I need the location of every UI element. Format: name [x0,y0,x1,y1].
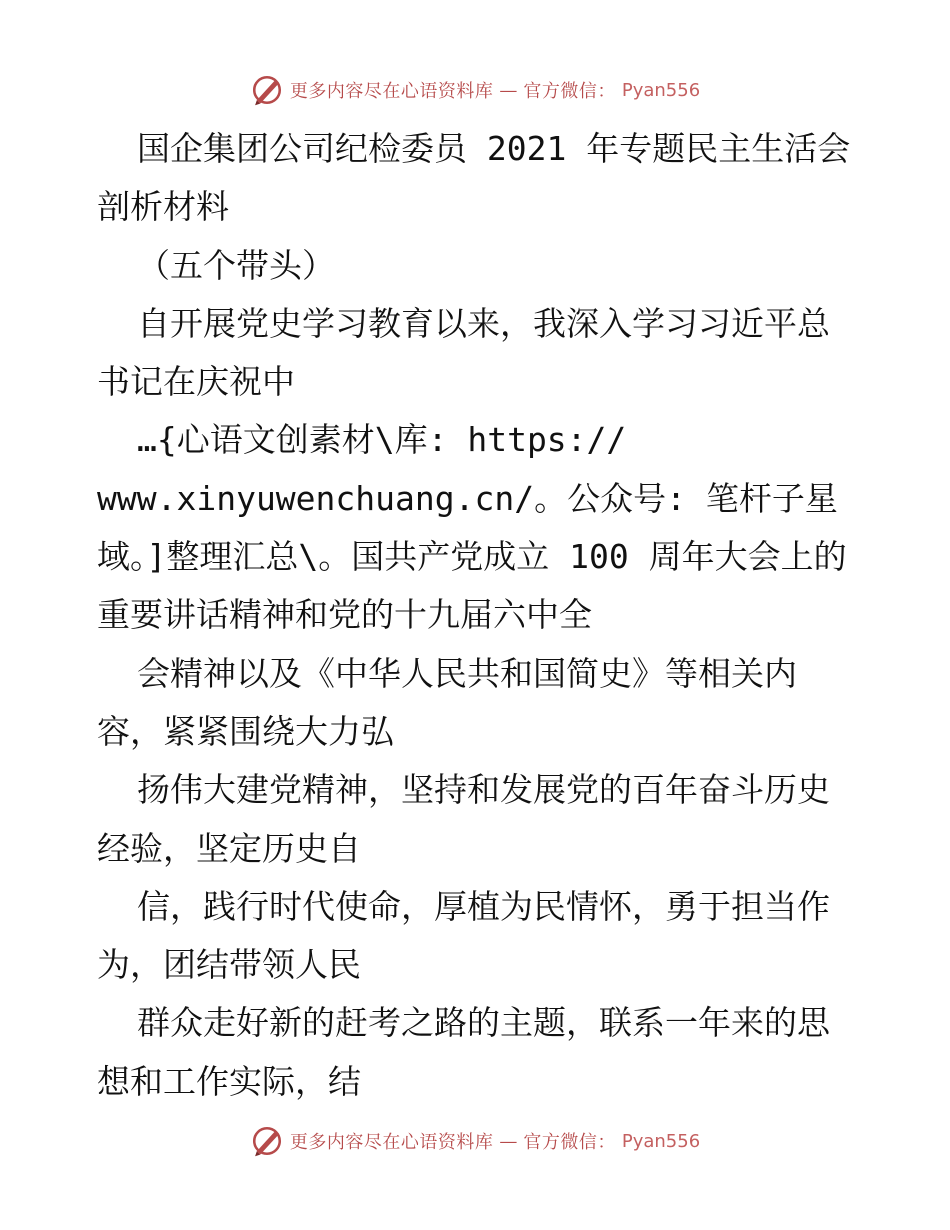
document-body [97,120,857,1111]
paragraph: 信，践行时代使命，厚植为民情怀，勇于担当作为，团结带领人民 [97,886,830,985]
paragraph: 扬伟大建党精神，坚持和发展党的百年奋斗历史经验，坚定历史自 [97,770,830,868]
pen-logo-icon [250,1124,284,1158]
watermark-separator: — [499,1130,518,1152]
watermark-text: 更多内容尽在心语资料库 [289,81,494,102]
document-subtitle: （五个带头） [137,245,335,285]
watermark-wechat-label: 官方微信： [523,1132,616,1153]
watermark-text: 更多内容尽在心语资料库 [289,1132,494,1153]
paragraph: 自开展党史学习教育以来，我深入学习习近平总书记在庆祝中 [97,303,830,402]
watermark-wechat-id: Pyan556 [621,1130,701,1152]
footer-watermark [0,1124,950,1158]
watermark-separator: — [499,79,518,101]
paragraph: …{心语文创素材\库: https:// [137,420,627,460]
paragraph: 会精神以及《中华人民共和国简史》等相关内容，紧紧围绕大力弘 [97,653,797,751]
paragraph: www.xinyuwenchuang.cn/。公众号: 笔杆子星域。]整理汇总\。国共产党成立 100 周年大会上的重要讲话精神和党的十九届六中全 [97,478,847,635]
pen-logo-icon [250,73,284,107]
header-watermark [0,73,950,107]
watermark-wechat-label: 官方微信： [523,81,616,102]
watermark-wechat-id: Pyan556 [621,79,701,101]
document-title: 国企集团公司纪检委员 2021 年专题民主生活会剖析材料 [97,129,851,227]
paragraph: 群众走好新的赶考之路的主题，联系一年来的思想和工作实际，结 [97,1003,830,1101]
